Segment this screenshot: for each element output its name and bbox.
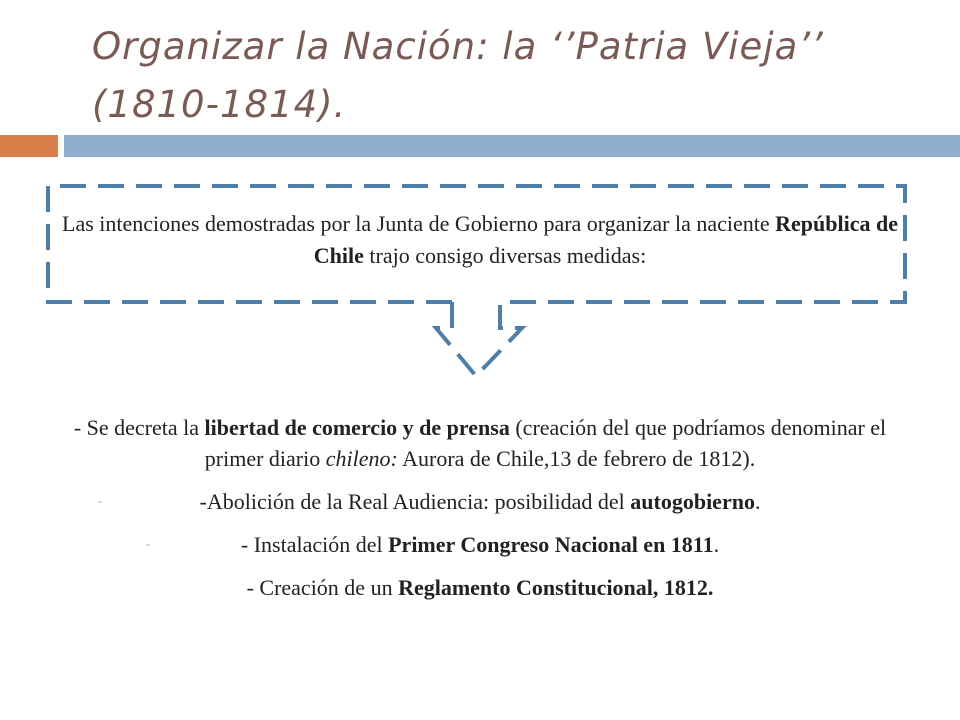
item-4-text-a: - Creación de un (246, 575, 399, 600)
callout-arrow-outline (436, 302, 522, 376)
callout-text-c: trajo consigo diversas medidas: (363, 243, 647, 268)
item-1-text-c: Aurora de Chile,13 de febrero de 1812). (397, 446, 756, 471)
title-line-2: (1810-1814). (92, 83, 347, 126)
item-2-emphasis: autogobierno (630, 489, 755, 514)
measures-list (60, 412, 900, 615)
bullet-dash: - (98, 494, 102, 508)
list-item (60, 486, 900, 517)
item-3-text-b: . (713, 532, 720, 557)
item-2-text-a: -Abolición de la Real Audiencia: posibilidad del (199, 489, 631, 514)
item-1-emphasis: libertad de comercio y de prensa (204, 415, 510, 440)
item-4-emphasis: Reglamento Constitucional, 1812. (398, 575, 714, 600)
list-item (60, 572, 900, 603)
callout-text (60, 208, 900, 272)
item-2-text-b: . (754, 489, 761, 514)
list-item (60, 529, 900, 560)
callout-text-emphasis: República de Chile (313, 211, 898, 268)
list-item (60, 412, 900, 474)
item-3-text-a: - Instalación del (240, 532, 389, 557)
item-1-italic: chileno: (325, 446, 398, 471)
title-line-1: Organizar la Nación: la ‘’Patria Vieja’’ (92, 25, 824, 68)
item-3-emphasis: Primer Congreso Nacional en 1811 (388, 532, 714, 557)
item-1-text-a: - Se decreta la (73, 415, 205, 440)
callout-text-a: Las intenciones demostradas por la Junta de Gobierno para organizar la naciente (62, 211, 776, 236)
bullet-dash: - (146, 537, 150, 551)
item-1-text-b: (creación del que podríamos denominar el primer diario (204, 415, 887, 471)
